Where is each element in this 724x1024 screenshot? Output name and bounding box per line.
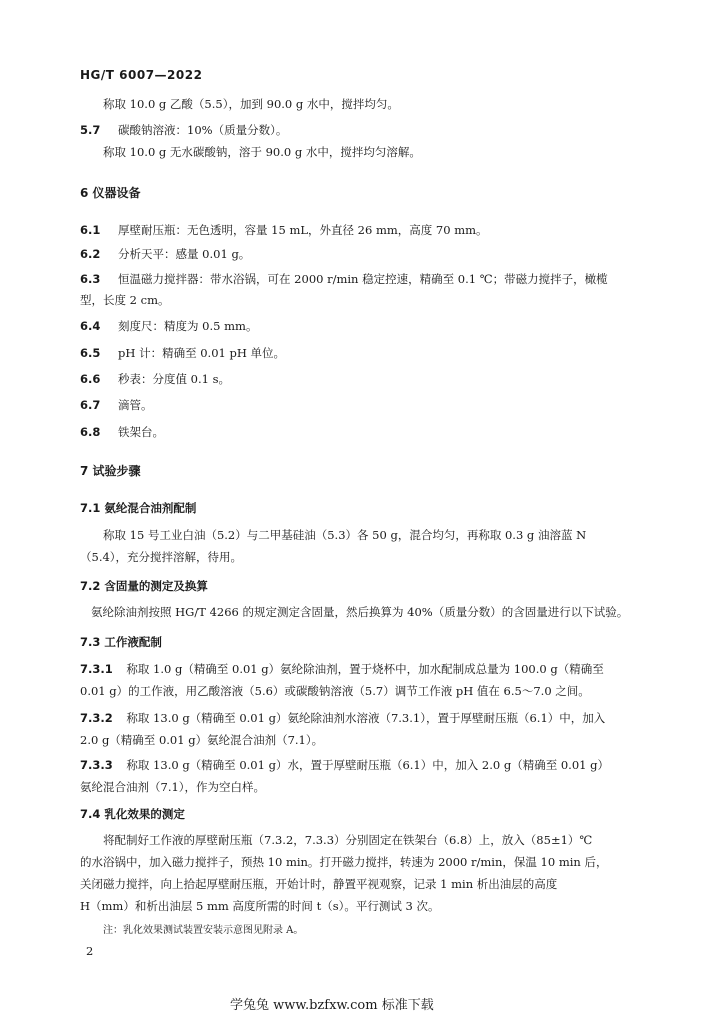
clause-text: 称取 13.0 g（精确至 0.01 g）氨纶除油剂水溶液（7.3.1），置于厚壁耐压瓶（6.1）中，加入 <box>126 711 606 725</box>
paragraph-line: （5.4），充分搅拌溶解，待用。 <box>80 550 243 564</box>
clause-number: 7.3.1 <box>80 662 113 676</box>
paragraph-line: 称取 10.0 g 无水碳酸钠，溶于 90.0 g 水中，搅拌均匀溶解。 <box>103 145 421 159</box>
clause-6-1 <box>80 222 488 238</box>
clause-6-7 <box>80 397 153 413</box>
clause-6-5 <box>80 345 285 361</box>
section-heading-6: 6 仪器设备 <box>80 186 141 200</box>
clause-7-3-1 <box>80 661 604 677</box>
clause-text: 碳酸钠溶液：10%（质量分数）。 <box>118 123 288 137</box>
paragraph-line: 的水浴锅中，加入磁力搅拌子，预热 10 min。打开磁力搅拌，转速为 2000 r/min，保温 10 min 后， <box>80 855 608 869</box>
clause-number: 6.5 <box>80 346 101 360</box>
clause-text: 刻度尺：精度为 0.5 mm。 <box>118 319 258 333</box>
clause-text: 分析天平：感量 0.01 g。 <box>118 247 251 261</box>
clause-text: 秒表：分度值 0.1 s。 <box>118 372 231 386</box>
note: 注：乳化效果测试装置安装示意图见附录 A。 <box>103 925 304 936</box>
clause-number: 6.3 <box>80 272 101 286</box>
paragraph-line: 氨纶除油剂按照 HG/T 4266 的规定测定含固量，然后换算为 40%（质量分数）的含固量进行以下试验。 <box>91 605 629 619</box>
paragraph-line: 氨纶混合油剂（7.1），作为空白样。 <box>80 780 266 794</box>
clause-number: 5.7 <box>80 123 101 137</box>
standard-code-header: HG/T 6007—2022 <box>80 68 203 82</box>
page-number: 2 <box>86 944 94 958</box>
clause-text: 恒温磁力搅拌器：带水浴锅，可在 2000 r/min 稳定控速，精确至 0.1 ℃；带磁力搅拌子，橄榄 <box>118 272 608 286</box>
clause-number: 6.1 <box>80 223 101 237</box>
clause-6-6 <box>80 371 230 387</box>
clause-number: 7.3.3 <box>80 758 113 772</box>
clause-5-7 <box>80 122 287 138</box>
clause-text: pH 计：精确至 0.01 pH 单位。 <box>118 346 286 360</box>
clause-text-continued: 型，长度 2 cm。 <box>80 293 170 307</box>
clause-7-3-2 <box>80 710 605 726</box>
clause-text: 厚壁耐压瓶：无色透明，容量 15 mL，外直径 26 mm，高度 70 mm。 <box>118 223 488 237</box>
clause-text: 滴管。 <box>118 398 153 412</box>
subsection-heading-7-4: 7.4 乳化效果的测定 <box>80 807 185 821</box>
clause-number: 6.2 <box>80 247 101 261</box>
clause-6-8 <box>80 424 164 440</box>
clause-6-3 <box>80 271 608 287</box>
paragraph-line: 称取 15 号工业白油（5.2）与二甲基硅油（5.3）各 50 g，混合均匀，再称取 0.3 g 油溶蓝 N <box>103 528 587 542</box>
clause-7-3-3 <box>80 757 609 773</box>
clause-number: 6.8 <box>80 425 101 439</box>
clause-number: 6.7 <box>80 398 101 412</box>
clause-text: 铁架台。 <box>118 425 165 439</box>
clause-6-2 <box>80 246 250 262</box>
paragraph-line: H（mm）和析出油层 5 mm 高度所需的时间 t（s）。平行测试 3 次。 <box>80 899 440 913</box>
clause-number: 7.3.2 <box>80 711 113 725</box>
clause-text: 称取 13.0 g（精确至 0.01 g）水，置于厚壁耐压瓶（6.1）中，加入 2.0 g（精确至 0.01 g） <box>126 758 609 772</box>
subsection-heading-7-1: 7.1 氨纶混合油剂配制 <box>80 501 197 515</box>
section-heading-7: 7 试验步骤 <box>80 464 141 478</box>
paragraph-line: 2.0 g（精确至 0.01 g）氨纶混合油剂（7.1）。 <box>80 733 324 747</box>
subsection-heading-7-3: 7.3 工作液配制 <box>80 635 162 649</box>
clause-6-4 <box>80 318 257 334</box>
clause-text: 称取 1.0 g（精确至 0.01 g）氨纶除油剂，置于烧杯中，加水配制成总量为 100.0 g（精确至 <box>126 662 604 676</box>
watermark-footer: 学兔兔 www.bzfxw.com 标准下载 <box>230 998 434 1013</box>
paragraph-line: 称取 10.0 g 乙酸（5.5），加到 90.0 g 水中，搅拌均匀。 <box>103 97 399 111</box>
paragraph-line: 关闭磁力搅拌，向上拾起厚壁耐压瓶，开始计时，静置平视观察，记录 1 min 析出油层的高度 <box>80 877 558 891</box>
clause-number: 6.4 <box>80 319 101 333</box>
subsection-heading-7-2: 7.2 含固量的测定及换算 <box>80 579 208 593</box>
clause-number: 6.6 <box>80 372 101 386</box>
paragraph-line: 0.01 g）的工作液，用乙酸溶液（5.6）或碳酸钠溶液（5.7）调节工作液 pH 值在 6.5～7.0 之间。 <box>80 684 590 698</box>
paragraph-line: 将配制好工作液的厚壁耐压瓶（7.3.2，7.3.3）分别固定在铁架台（6.8）上，放入（85±1）℃ <box>103 833 593 847</box>
